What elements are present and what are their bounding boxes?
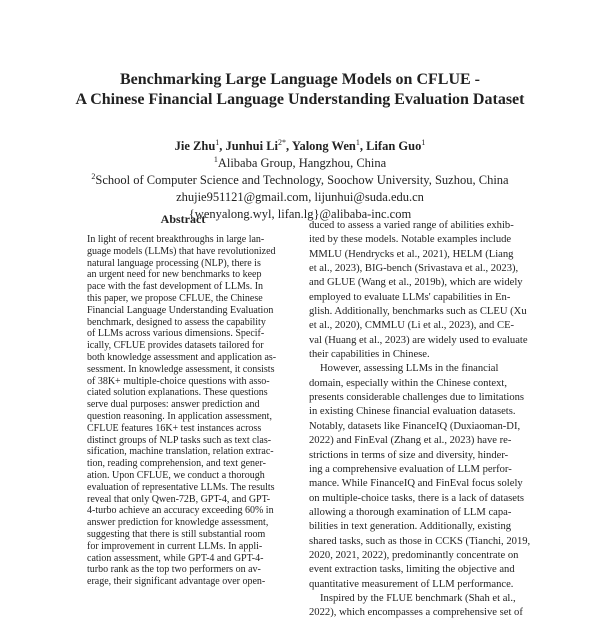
- text-line: 2022) and FinEval (Zhang et al., 2023) have re-: [309, 435, 512, 447]
- text-line: et al., 2023), BIG-bench (Srivastava et al., 2023),: [309, 263, 519, 275]
- author-mark: 1: [355, 137, 360, 147]
- text-line: suggesting that there is still substantial room: [87, 528, 266, 540]
- text-line: distinct groups of NLP tasks such as text clas-: [87, 434, 272, 446]
- text-line: Notably, datasets like FinanceIQ (Duxiaoman-DI,: [309, 420, 521, 432]
- author-name: Junhui Li: [225, 139, 279, 153]
- text-line: 2020, 2021, 2022), predominantly concentrate on: [309, 549, 519, 561]
- text-line: 4-turbo achieve an accuracy exceeding 60% in: [87, 505, 274, 517]
- text-line: ited by these models. Notable examples include: [309, 234, 512, 246]
- text-line: reveal that only Qwen-72B, GPT-4, and GPT-: [87, 493, 271, 505]
- text-line: employed to evaluate LLMs' capabilities in En-: [309, 291, 511, 303]
- text-line: However, assessing LLMs in the financial: [320, 363, 499, 375]
- author-email: zhujie951121@gmail.com, lijunhui@suda.edu.cn: [176, 190, 424, 204]
- title-line-1: Benchmarking Large Language Models on CFLUE -: [119, 71, 480, 88]
- text-line: tion, reading comprehension, and text gener-: [87, 458, 266, 470]
- abstract-heading: Abstract: [160, 212, 206, 226]
- text-line: strictions in terms of size and diversity, hinder-: [309, 449, 509, 461]
- affiliation: [0, 172, 600, 188]
- text-line: In light of recent breakthroughs in large lan-: [87, 234, 265, 245]
- affiliation-mark: 1: [213, 154, 218, 164]
- text-line: ation. Upon CFLUE, we conduct a thorough: [87, 469, 265, 481]
- text-line: bilities in text generation. Additionally, existing: [309, 521, 512, 533]
- affiliation-text: Alibaba Group, Hangzhou, China: [217, 156, 387, 170]
- text-line: duced to assess a varied range of abilities exhib-: [309, 220, 514, 231]
- text-line: pace with the fast development of LLMs. In: [87, 281, 264, 293]
- affiliation-text: School of Computer Science and Technology, Soochow University, Suzhou, China: [95, 173, 509, 187]
- author-mark: 1: [215, 137, 220, 147]
- text-line: of LLMs across various dimensions. Specif-: [87, 328, 265, 340]
- author-name: Lifan Guo: [366, 139, 422, 153]
- text-line: shared tasks, such as those in CCKS (Tianchi, 2019,: [309, 535, 531, 547]
- author-email: {wenyalong.wyl, lifan.lg}@alibaba-inc.com: [188, 207, 412, 221]
- body-paragraph: [309, 362, 533, 592]
- text-line: in existing Chinese financial evaluation datasets.: [309, 406, 516, 418]
- author-name: Jie Zhu: [174, 139, 216, 153]
- text-line: ing a comprehensive evaluation of LLM perfor-: [309, 463, 512, 475]
- text-line: both knowledge assessment and application as-: [87, 351, 277, 363]
- abstract-body: [87, 234, 283, 588]
- text-line: ically, CFLUE provides datasets tailored for: [87, 340, 264, 352]
- body-paragraph: [309, 592, 533, 621]
- affiliation: [0, 155, 600, 171]
- text-line: sessment. In knowledge assessment, it consists: [87, 363, 275, 375]
- affiliation-mark: 2: [91, 171, 96, 181]
- text-line: answer prediction for knowledge assessment,: [87, 517, 269, 529]
- author-mark: 1: [421, 137, 426, 147]
- text-line: and GLUE (Wang et al., 2019b), which are widely: [309, 277, 523, 289]
- text-line: question reasoning. In application assessment,: [87, 410, 272, 422]
- text-line: Inspired by the FLUE benchmark (Shah et al.,: [320, 592, 516, 604]
- text-line: erage, their significant advantage over open-: [87, 576, 266, 588]
- text-line: an urgent need for new benchmarks to keep: [87, 269, 262, 281]
- text-line: of 38K+ multiple-choice questions with asso-: [87, 375, 270, 387]
- text-line: serve dual purposes: answer prediction and: [87, 399, 260, 411]
- text-line: glish. Additionally, benchmarks such as CLEU (Xu: [309, 306, 527, 318]
- text-line: domain, especially within the Chinese context,: [309, 377, 507, 389]
- text-line: sification, machine translation, relation extrac-: [87, 446, 274, 458]
- author-name: Yalong Wen: [291, 139, 356, 153]
- text-line: ciated solution explanations. These questions: [87, 387, 268, 399]
- author-list: Jie Zhu$^1$, Junhui $Li^{2*}$, Yalong Wen$^1$, Lifan Guo$^1$: [174, 137, 426, 153]
- text-line: val (Huang et al., 2023) are widely used to evaluate: [309, 334, 528, 346]
- text-line: guage models (LLMs) that have revolutionized: [87, 245, 276, 257]
- text-line: CFLUE features 16K+ test instances across: [87, 422, 262, 434]
- text-line: 2022), which encompasses a comprehensive set of: [309, 607, 523, 619]
- text-line: on multiple-choice tasks, there is a lack of datasets: [309, 492, 525, 504]
- text-line: mance. While FinanceIQ and FinEval focus solely: [309, 478, 523, 490]
- body-paragraph: [309, 219, 533, 362]
- text-line: MMLU (Hendrycks et al., 2021), HELM (Liang: [309, 248, 514, 260]
- text-line: this paper, we propose CFLUE, the Chinese: [87, 292, 263, 304]
- text-line: for improvement in current LLMs. In appli-: [87, 540, 263, 552]
- text-line: Financial Language Understanding Evaluation: [87, 304, 274, 316]
- text-line: evaluation of representative LLMs. The results: [87, 481, 275, 493]
- text-line: natural language processing (NLP), there is: [87, 257, 261, 269]
- text-line: allowing a thorough examination of LLM capa-: [309, 506, 512, 518]
- text-line: quantitative measurement of LLM performance.: [309, 578, 514, 590]
- text-line: turbo rank as the top two performers on av-: [87, 564, 261, 576]
- text-line: cation assessment, while GPT-4 and GPT-4-: [87, 552, 264, 564]
- author-mark: 2*: [278, 137, 287, 147]
- body-text-column: [309, 219, 533, 621]
- title-line-2: A Chinese Financial Language Understanding Evaluation Dataset: [75, 91, 525, 108]
- text-line: et al., 2020), CMMLU (Li et al., 2023), and CE-: [309, 320, 515, 332]
- text-line: benchmark, designed to assess the capability: [87, 316, 266, 328]
- text-line: presents considerable challenges due to limitations: [309, 392, 525, 404]
- text-line: their capabilities in Chinese.: [309, 349, 430, 361]
- text-line: event extraction tasks, limiting the objective and: [309, 564, 515, 576]
